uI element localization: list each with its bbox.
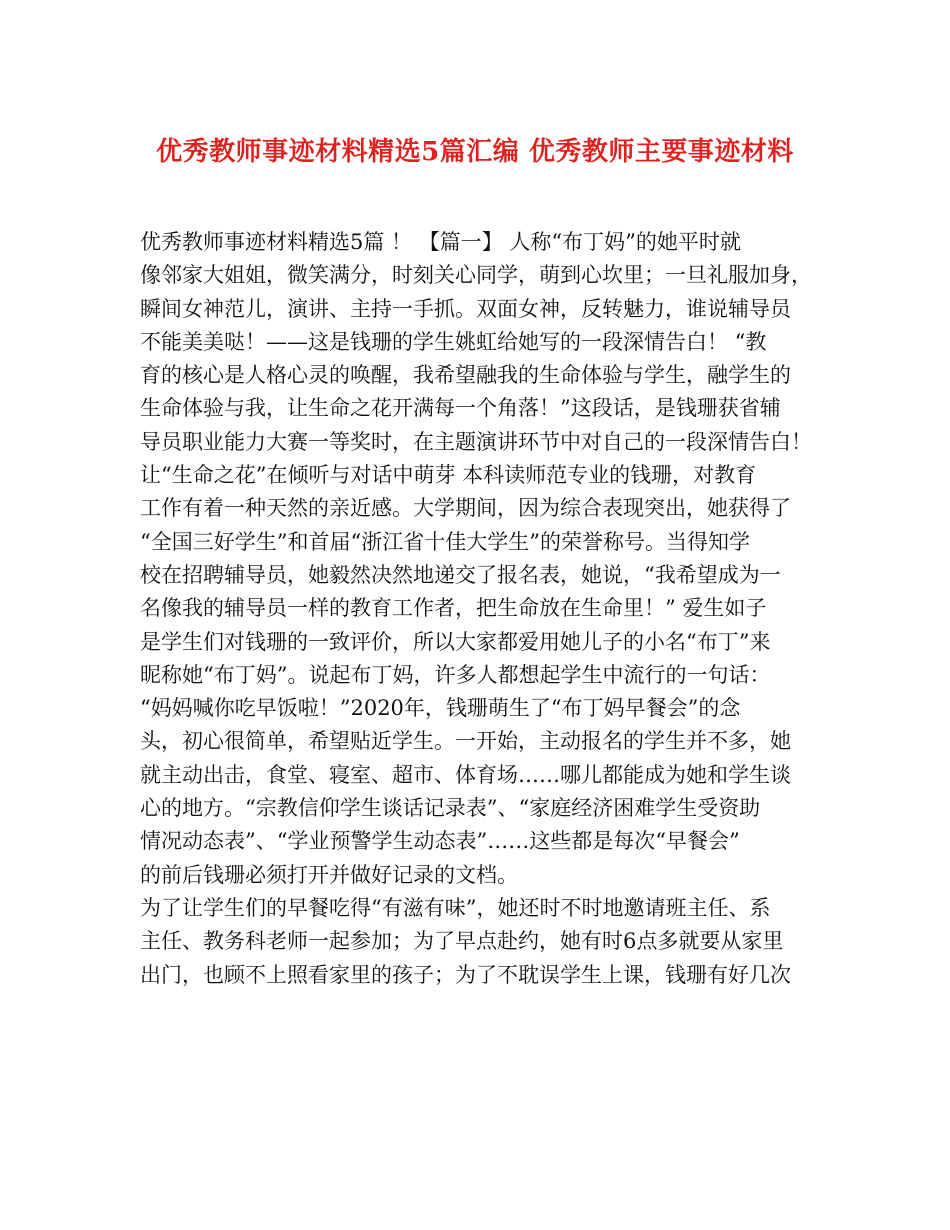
body-line: 像邻家大姐姐，微笑满分，时刻关心同学，萌到心坎里；一旦礼服加身， — [140, 263, 812, 288]
body-line: 瞬间女神范儿，演讲、主持一手抓。双面女神，反转魅力，谁说辅导员 — [140, 296, 791, 321]
body-line: 昵称她“布丁妈”。说起布丁妈，许多人都想起学生中流行的一句话： — [140, 662, 771, 687]
body-line: 头，初心很简单，希望贴近学生。一开始，主动报名的学生并不多，她 — [140, 729, 791, 754]
body-line: “全国三好学生”和首届“浙江省十佳大学生”的荣誉称号。当得知学 — [140, 529, 750, 554]
body-line: 育的核心是人格心灵的唤醒，我希望融我的生命体验与学生，融学生的 — [140, 363, 791, 388]
body-line: 校在招聘辅导员，她毅然决然地递交了报名表，她说，“我希望成为一 — [140, 562, 781, 587]
body-line: 出门，也顾不上照看家里的孩子；为了不耽误学生上课，钱珊有好几次 — [140, 962, 791, 987]
body-line: 让“生命之花”在倾听与对话中萌芽 本科读师范专业的钱珊，对教育 — [140, 463, 757, 488]
body-line: 就主动出击，食堂、寝室、超市、体育场……哪儿都能成为她和学生谈 — [140, 762, 791, 787]
body-line: 为了让学生们的早餐吃得“有滋有味”，她还时不时地邀请班主任、系 — [140, 895, 771, 920]
body-line: 优秀教师事迹材料精选5篇 ！ 【篇一】 人称“布丁妈”的她平时就 — [140, 230, 741, 254]
body-line: 是学生们对钱珊的一致评价，所以大家都爱用她儿子的小名“布丁”来 — [140, 629, 771, 654]
body-line: 情况动态表”、“学业预警学生动态表”……这些都是每次“早餐会” — [140, 829, 740, 854]
body-line: 生命体验与我，让生命之花开满每一个角落！”这段话，是钱珊获省辅 — [140, 396, 781, 421]
body-line: 名像我的辅导员一样的教育工作者，把生命放在生命里！” 爱生如子 — [140, 596, 767, 621]
body-line: “妈妈喊你吃早饭啦！”2020年，钱珊萌生了“布丁妈早餐会”的念 — [140, 696, 741, 721]
document-title: 优秀教师事迹材料精选5篇汇编 优秀教师主要事迹材料 — [156, 137, 794, 167]
body-line: 心的地方。“宗教信仰学生谈话记录表”、“家庭经济困难学生受资助 — [140, 796, 761, 821]
body-line: 工作有着一种天然的亲近感。大学期间，因为综合表现突出，她获得了 — [140, 496, 791, 521]
body-line: 不能美美哒！——这是钱珊的学生姚虹给她写的一段深情告白！ “教 — [140, 329, 767, 354]
body-line: 导员职业能力大赛一等奖时，在主题演讲环节中对自己的一段深情告白！ — [140, 429, 812, 454]
body-line: 主任、教务科老师一起参加；为了早点赴约，她有时6点多就要从家里 — [140, 929, 784, 954]
body-line: 的前后钱珊必须打开并做好记录的文档。 — [140, 862, 518, 887]
document-body — [140, 226, 830, 992]
